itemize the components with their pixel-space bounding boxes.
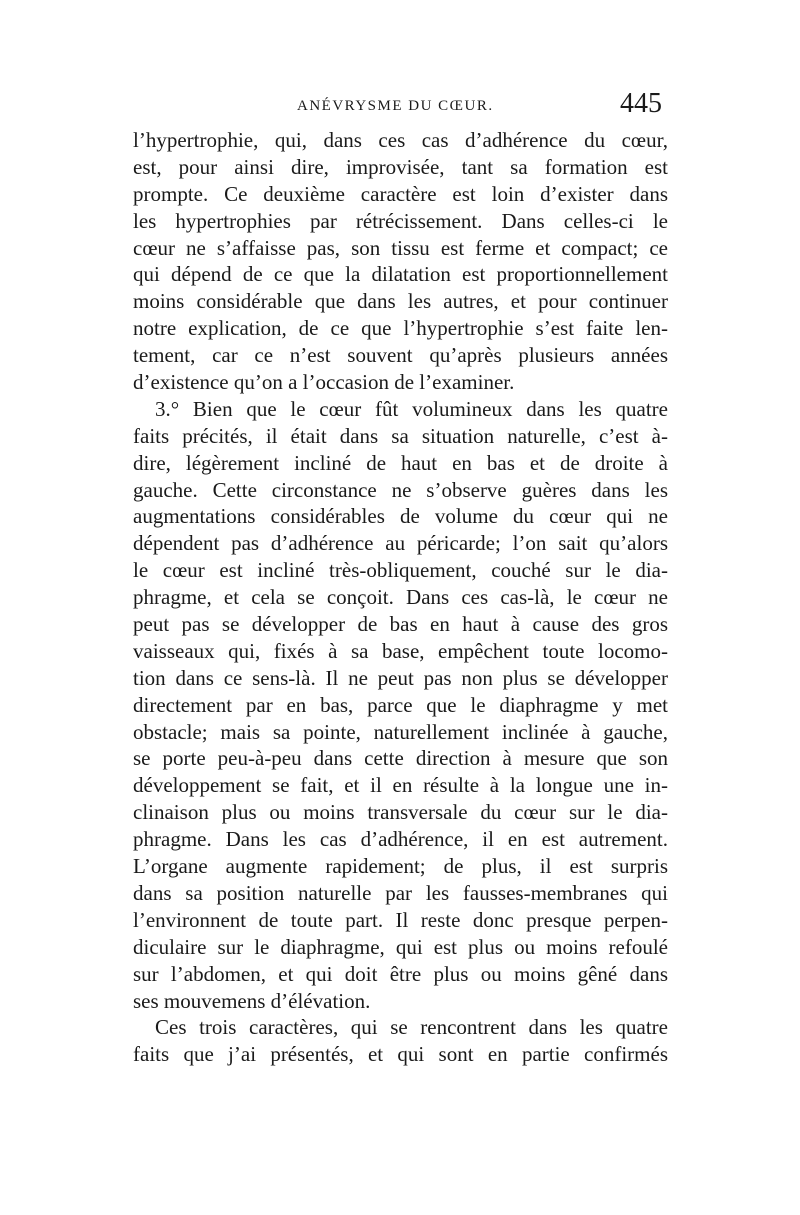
text-line: notre explication, de ce que l’hypertrophie s’est faite len- [133,316,668,341]
text-line: l’environnent de toute part. Il reste donc presque perpen- [133,907,668,932]
text-line: directement par en bas, parce que le diaphragme y met [133,692,668,717]
text-line: qui dépend de ce que la dilatation est proportionnellement [133,262,668,287]
text-line: gauche. Cette circonstance ne s’observe guères dans les [133,477,668,502]
paragraph-start-line: 3.° Bien que le cœur fût volumineux dans les quatre [155,396,668,421]
text-line: diculaire sur le diaphragme, qui est plus ou moins refoulé [133,934,668,959]
text-line: dans sa position naturelle par les fausses-membranes qui [133,880,668,905]
text-line: phragme. Dans les cas d’adhérence, il en est autrement. [133,827,668,852]
body-text [133,127,668,1068]
text-line: développement se fait, et il en résulte à la longue une in- [133,773,668,798]
text-line: obstacle; mais sa pointe, naturellement inclinée à gauche, [133,719,668,744]
text-line: tement, car ce n’est souvent qu’après plusieurs années [133,343,668,368]
text-line: tion dans ce sens-là. Il ne peut pas non plus se développer [133,665,668,690]
page-header [132,88,662,124]
text-line: vaisseaux qui, fixés à sa base, empêchent toute locomo- [133,638,668,663]
text-line: l’hypertrophie, qui, dans ces cas d’adhérence du cœur, [133,128,668,152]
running-head: ANÉVRYSME DU CŒUR. [297,98,494,114]
text-line: faits précités, il était dans sa situation naturelle, c’est à- [133,423,668,448]
text-line: faits que j’ai présentés, et qui sont en partie confirmés [133,1042,668,1067]
text-line: prompte. Ce deuxième caractère est loin d’exister dans [133,181,668,206]
paragraph-start-line: Ces trois caractères, qui se rencontrent dans les quatre [155,1015,668,1040]
text-line: phragme, et cela se conçoit. Dans ces cas-là, le cœur ne [133,585,668,610]
text-line: cœur ne s’affaisse pas, son tissu est ferme et compact; ce [133,235,668,260]
text-line: dépendent pas d’adhérence au péricarde; l’on sait qu’alors [133,531,668,556]
text-line: peut pas se développer de bas en haut à cause des gros [133,612,668,637]
text-line: sur l’abdomen, et qui doit être plus ou moins gêné dans [133,961,668,986]
text-line: augmentations considérables de volume du cœur qui ne [133,504,668,529]
paragraph-end-line: ses mouvemens d’élévation. [133,988,371,1013]
text-line: L’organe augmente rapidement; de plus, il est surpris [133,854,668,879]
text-line: le cœur est incliné très-obliquement, couché sur le dia- [133,558,668,583]
text-line: clinaison plus ou moins transversale du cœur sur le dia- [133,800,668,825]
text-line: se porte peu-à-peu dans cette direction à mesure que son [133,746,668,771]
text-line: est, pour ainsi dire, improvisée, tant sa formation est [133,154,668,179]
text-line: les hypertrophies par rétrécissement. Dans celles-ci le [133,208,668,233]
paragraph-end-line: d’existence qu’on a l’occasion de l’examiner. [133,370,515,395]
text-line: dire, légèrement incliné de haut en bas et de droite à [133,450,668,475]
page-number: 445 [620,88,662,119]
text-line: moins considérable que dans les autres, et pour continuer [133,289,668,314]
